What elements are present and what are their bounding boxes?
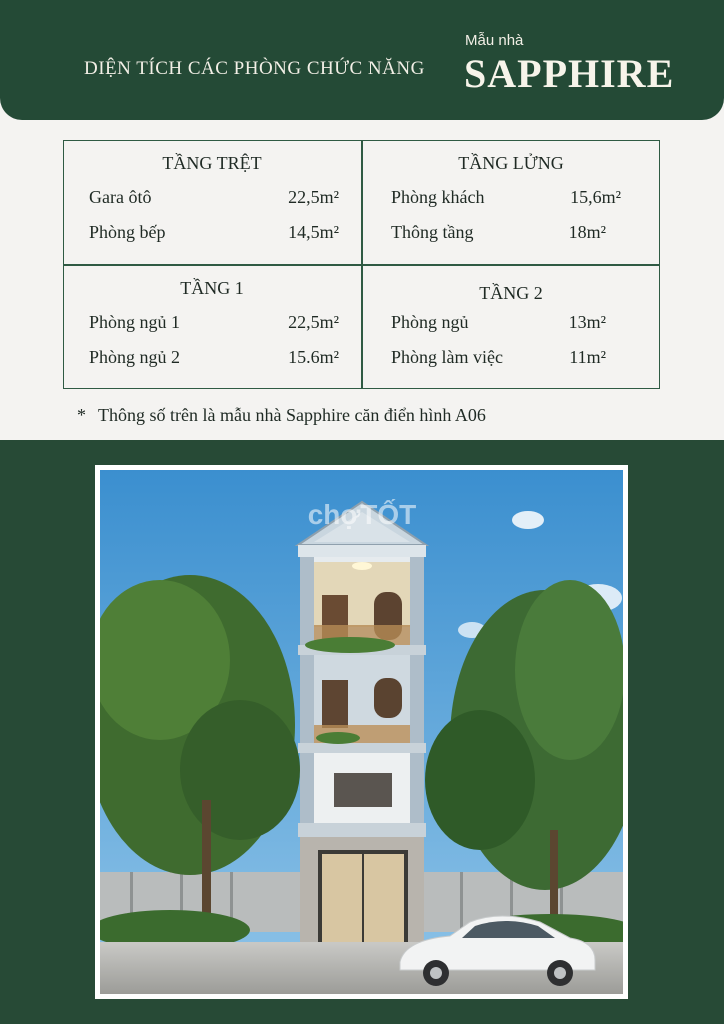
room-row <box>89 222 339 243</box>
room-area: 11m² <box>569 347 606 367</box>
brand-name: SAPPHIRE <box>464 51 675 96</box>
room-row <box>89 187 339 208</box>
room-row <box>391 347 606 368</box>
room-name: Gara ôtô <box>89 187 152 207</box>
watermark-logo: chợTỐT <box>307 499 417 530</box>
room-row <box>89 347 339 368</box>
room-area: 22,5m² <box>288 187 339 207</box>
floor-cell-ground <box>64 141 360 263</box>
room-name: Phòng ngủ 1 <box>89 312 181 332</box>
room-row <box>391 312 606 333</box>
asterisk: * <box>77 405 86 425</box>
room-name: Phòng ngủ <box>391 312 469 332</box>
room-row <box>89 312 339 333</box>
page-subtitle: DIỆN TÍCH CÁC PHÒNG CHỨC NĂNG <box>84 58 425 79</box>
floor-cell-first <box>64 266 360 388</box>
house-illustration <box>100 470 623 994</box>
room-area: 22,5m² <box>288 312 339 332</box>
room-area: 15,6m² <box>570 187 621 207</box>
floor-title: TẦNG LỬNG <box>458 153 564 173</box>
floor-cell-mezzanine <box>363 141 659 263</box>
floor-cell-second <box>363 266 659 388</box>
house-rendering-photo <box>95 465 628 999</box>
disclaimer-note <box>77 405 486 426</box>
floor-title: TẦNG 1 <box>180 278 244 298</box>
room-row <box>391 222 606 243</box>
room-name: Phòng ngủ 2 <box>89 347 181 367</box>
room-name: Phòng làm việc <box>391 347 503 367</box>
disclaimer-text: Thông số trên là mẫu nhà Sapphire căn điển hình A06 <box>98 405 486 425</box>
header-banner <box>0 0 724 120</box>
floor-title: TẦNG TRỆT <box>162 153 262 173</box>
room-area: 14,5m² <box>288 222 339 242</box>
room-row <box>391 187 621 208</box>
room-name: Phòng bếp <box>89 222 166 242</box>
room-area-table <box>63 140 660 389</box>
room-area: 18m² <box>568 222 606 242</box>
room-name: Thông tầng <box>391 222 474 242</box>
room-area: 15.6m² <box>288 347 339 367</box>
brand-label: Mẫu nhà <box>465 32 524 49</box>
floor-title: TẦNG 2 <box>479 283 543 303</box>
room-name: Phòng khách <box>391 187 485 207</box>
room-area: 13m² <box>568 312 606 332</box>
